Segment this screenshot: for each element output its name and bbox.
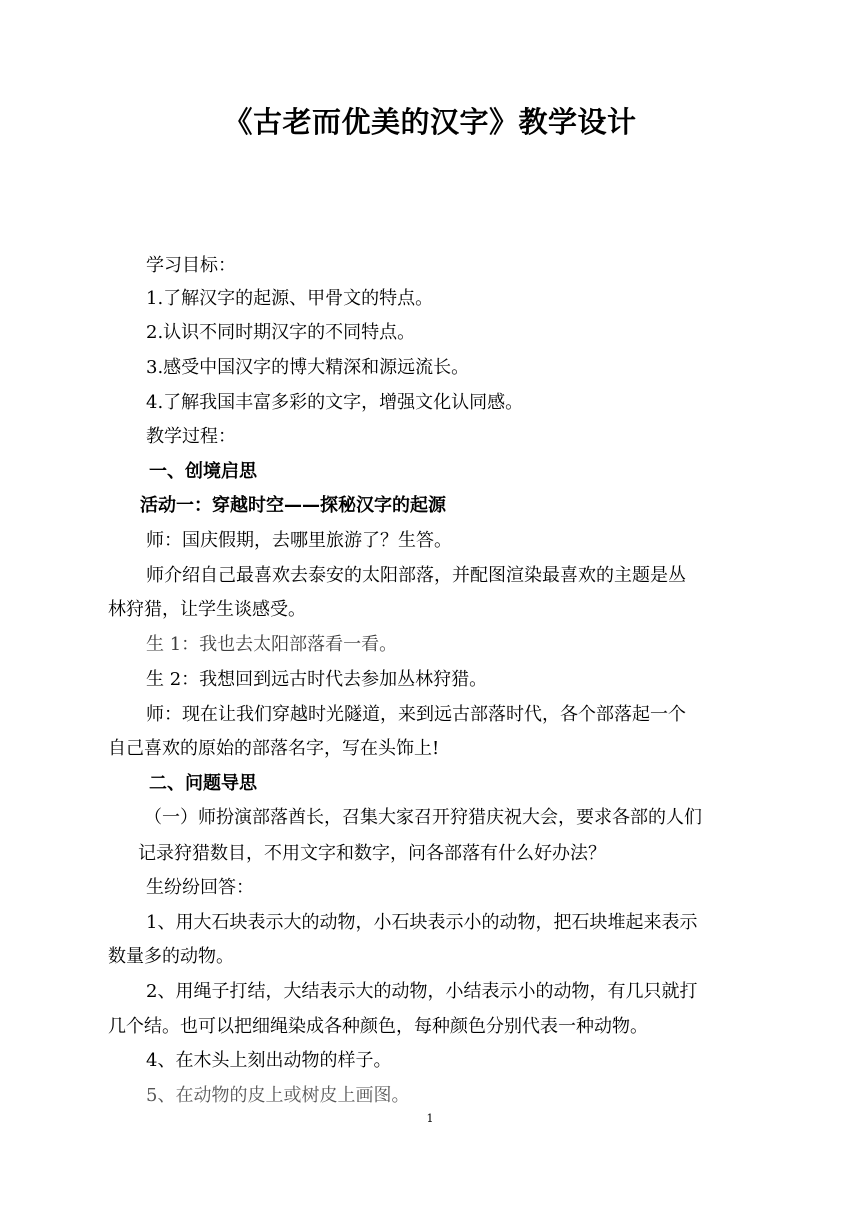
paragraph-6-line-2: 记录狩猎数目，不用文字和数字，问各部落有什么好办法？	[138, 843, 606, 864]
page-number: 1	[426, 1112, 434, 1125]
section-2-heading: 二、问题导思	[149, 773, 257, 794]
paragraph-4: 生 2：我想回到远古时代去参加丛林狩猎。	[146, 669, 488, 690]
process-heading: 教学过程：	[146, 426, 236, 447]
section-1-heading: 一、创境启思	[149, 461, 257, 482]
objective-item-4: 4.了解我国丰富多彩的文字，增强文化认同感。	[146, 392, 524, 413]
objective-item-2: 2.认识不同时期汉字的不同特点。	[146, 322, 416, 343]
paragraph-1: 师：国庆假期，去哪里旅游了？生答。	[146, 530, 452, 551]
objective-item-1: 1.了解汉字的起源、甲骨文的特点。	[146, 288, 434, 309]
activity-1-heading: 活动一：穿越时空——探秘汉字的起源	[140, 495, 446, 516]
paragraph-6-line-1: （一）师扮演部落酋长，召集大家召开狩猎庆祝大会，要求各部的人们	[144, 807, 702, 828]
page-title: 《古老而优美的汉字》教学设计	[223, 105, 637, 139]
paragraph-8-line-1: 1、用大石块表示大的动物，小石块表示小的动物，把石块堆起来表示	[146, 912, 698, 933]
paragraph-10: 4、在木头上刻出动物的样子。	[146, 1050, 392, 1071]
paragraph-11: 5、在动物的皮上或树皮上画图。	[146, 1085, 410, 1106]
paragraph-9-line-2: 几个结。也可以把细绳染成各种颜色，每种颜色分别代表一种动物。	[108, 1016, 648, 1037]
paragraph-2-line-1: 师介绍自己最喜欢去泰安的太阳部落，并配图渲染最喜欢的主题是丛	[146, 565, 686, 586]
paragraph-8-line-2: 数量多的动物。	[108, 946, 234, 967]
paragraph-2-line-2: 林狩猎，让学生谈感受。	[108, 599, 306, 620]
objectives-heading: 学习目标：	[146, 255, 236, 276]
paragraph-7: 生纷纷回答：	[146, 877, 254, 898]
paragraph-5-line-1: 师：现在让我们穿越时光隧道，来到远古部落时代，各个部落起一个	[146, 704, 686, 725]
paragraph-5-line-2: 自己喜欢的原始的部落名字，写在头饰上!	[108, 738, 440, 759]
paragraph-9-line-1: 2、用绳子打结，大结表示大的动物，小结表示小的动物，有几只就打	[146, 981, 698, 1002]
objective-item-3: 3.感受中国汉字的博大精深和源远流长。	[146, 357, 470, 378]
paragraph-3: 生 1：我也去太阳部落看一看。	[146, 634, 398, 655]
